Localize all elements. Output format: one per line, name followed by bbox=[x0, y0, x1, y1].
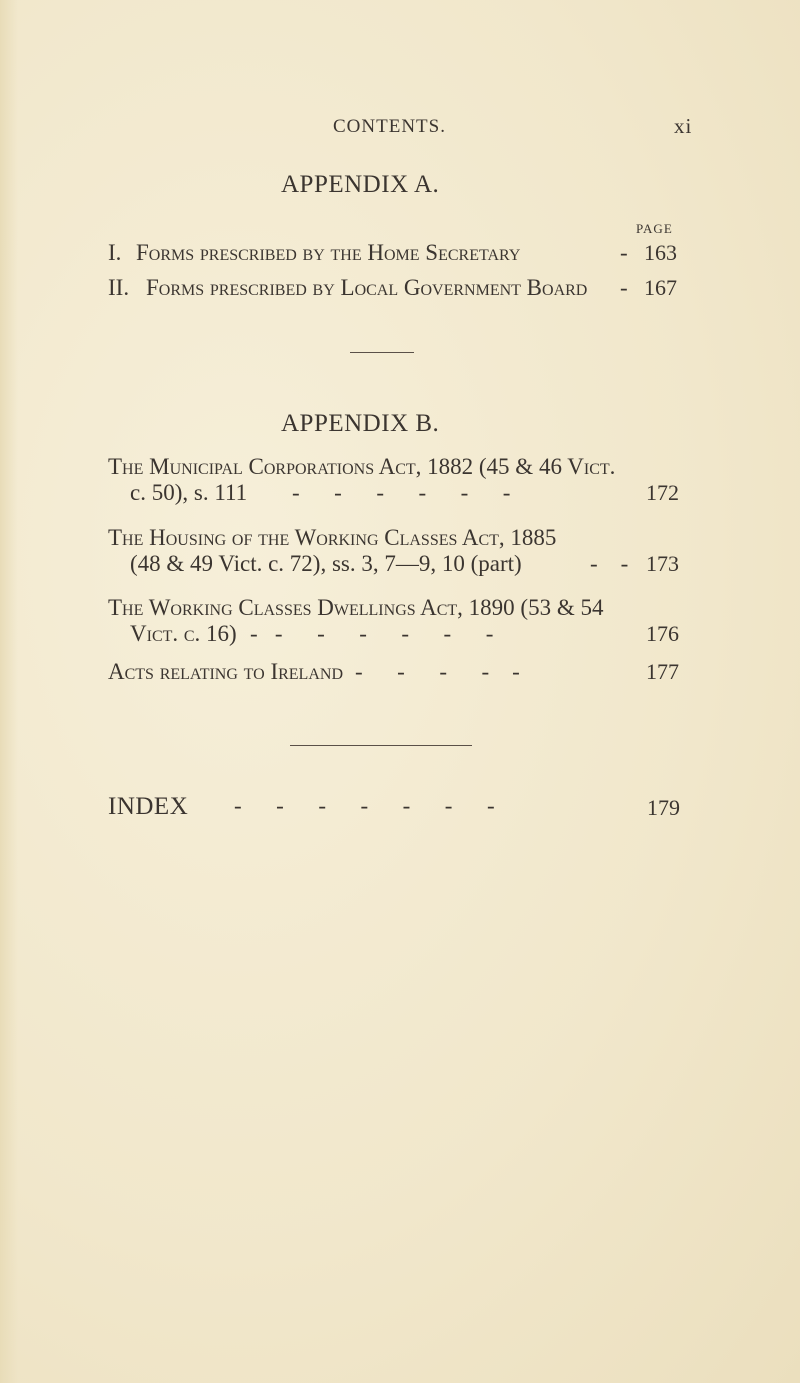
appendix-b-entry-4-line1: Acts relating to Ireland bbox=[108, 659, 343, 684]
appendix-a-entry-1-numeral: I. bbox=[108, 240, 122, 265]
index-page: 179 bbox=[647, 795, 680, 820]
running-head-page-number: xi bbox=[674, 114, 693, 138]
index-leader: - - - - - - - bbox=[234, 793, 495, 818]
index-title: INDEX bbox=[108, 793, 189, 820]
appendix-b-entry-3-leader: - - - - - - - bbox=[250, 621, 494, 646]
appendix-b-entry-1-line2: c. 50), s. 111 bbox=[130, 480, 248, 505]
appendix-a-entry-1-page: 163 bbox=[644, 240, 677, 265]
appendix-b-entry-3-line1: The Working Classes Dwellings Act, 1890 (53 & 54 bbox=[108, 595, 604, 620]
appendix-a-entry-2-numeral: II. bbox=[108, 275, 130, 300]
section-divider-short bbox=[350, 352, 414, 353]
appendix-b-entry-2-line1: The Housing of the Working Classes Act, 1885 bbox=[108, 525, 557, 550]
appendix-b-entry-2-line2: (48 & 49 Vict. c. 72), ss. 3, 7—9, 10 (part) bbox=[130, 551, 522, 576]
appendix-a-entry-2-page: 167 bbox=[644, 275, 677, 300]
appendix-b-entry-1-page: 172 bbox=[646, 480, 679, 505]
appendix-a-entry-1-text: Forms prescribed by the Home Secretary bbox=[136, 240, 521, 265]
appendix-a-title: APPENDIX A. bbox=[281, 171, 440, 198]
appendix-b-entry-2-leader: - - bbox=[590, 551, 629, 576]
appendix-a-entry-2-leader: - bbox=[620, 275, 628, 300]
section-divider-long bbox=[290, 745, 472, 746]
appendix-b-entry-1-line1: The Municipal Corporations Act, 1882 (45 & 46 Vict. bbox=[108, 454, 616, 479]
appendix-b-entry-2-page: 173 bbox=[646, 551, 679, 576]
page-column-label: PAGE bbox=[636, 221, 673, 236]
appendix-b-entry-4-page: 177 bbox=[646, 659, 679, 684]
appendix-b-entry-1-leader: - - - - - - bbox=[292, 480, 511, 505]
running-head-title: CONTENTS. bbox=[333, 116, 446, 137]
appendix-b-entry-3-page: 176 bbox=[646, 621, 679, 646]
page-edge-shadow bbox=[0, 0, 18, 1383]
appendix-b-entry-3-line2: Vict. c. 16) bbox=[130, 621, 237, 646]
appendix-b-entry-4-leader: - - - - - bbox=[355, 659, 520, 684]
appendix-b-title: APPENDIX B. bbox=[281, 410, 440, 437]
appendix-a-entry-1-leader: - bbox=[620, 240, 628, 265]
appendix-a-entry-2-text: Forms prescribed by Local Government Board bbox=[146, 275, 588, 300]
